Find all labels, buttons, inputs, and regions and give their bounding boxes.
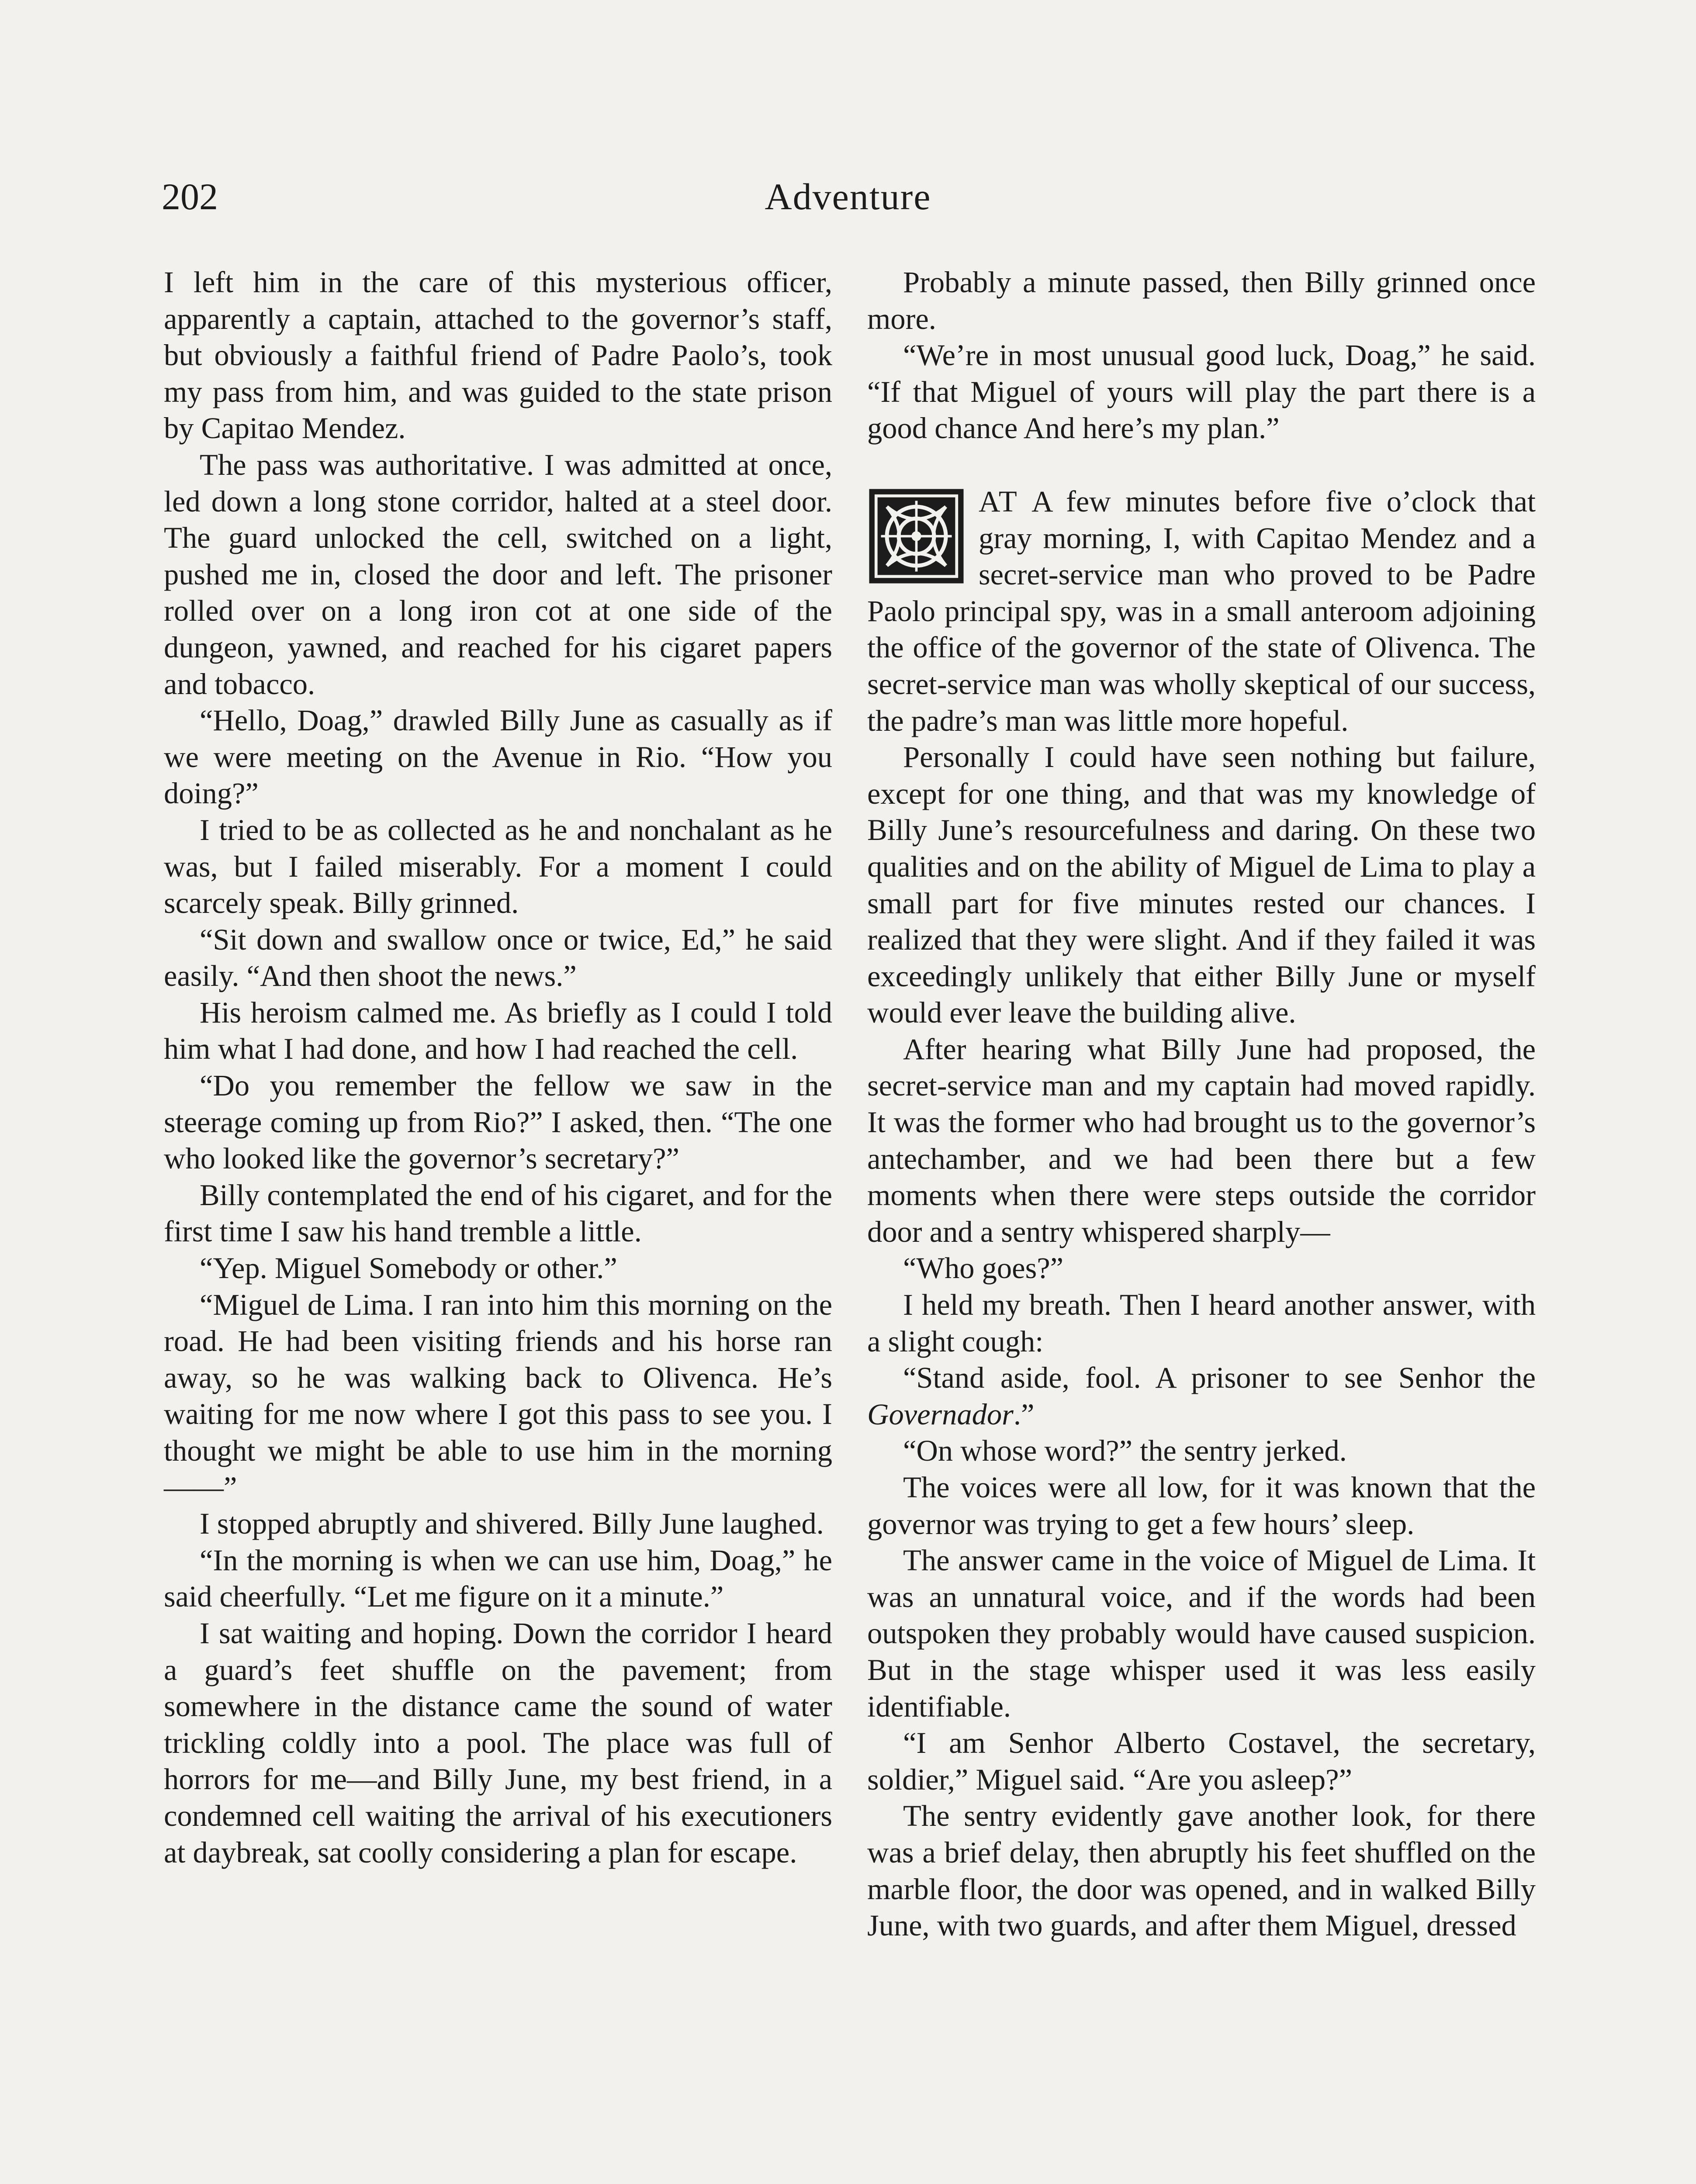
paragraph: “We’re in most unusual good luck, Doag,” he said. “If that Miguel of yours will play the part there is a good chance And here’s my plan.”	[867, 339, 1536, 445]
right-column	[867, 264, 1536, 1944]
paragraph: Billy contemplated the end of his cigaret, and for the first time I saw his hand tremble a little.	[164, 1178, 832, 1248]
paragraph: I stopped abruptly and shivered. Billy June laughed.	[200, 1507, 824, 1541]
paragraph: “Hello, Doag,” drawled Billy June as casually as if we were meeting on the Avenue in Rio. “How you doing?”	[164, 704, 832, 810]
paragraph: The sentry evidently gave another look, for there was a brief delay, then abruptly his feet shuffled on the marble floor, the door was opened, and in walked Billy June, with two guards, and after them Miguel, dressed	[867, 1799, 1536, 1942]
paragraph: I held my breath. Then I heard another answer, with a slight cough:	[867, 1288, 1536, 1358]
paragraph: After hearing what Billy June had proposed, the secret-service man and my captain had moved rapidly. It was the former who had brought us to the governor’s antechamber, and we had been there but a few moments when there were steps outside the corridor door and a sentry whispered sharply—	[867, 1032, 1536, 1248]
left-column	[164, 264, 832, 1871]
paragraph: “Do you remember the fellow we saw in the steerage coming up from Rio?” I asked, then. “The one who looked like the governor’s secretary?”	[164, 1069, 832, 1175]
paragraph: “In the morning is when we can use him, Doag,” he said cheerfully. “Let me figure on it a minute.”	[164, 1543, 832, 1614]
paragraph: I sat waiting and hoping. Down the corridor I heard a guard’s feet shuffle on the pavement; from somewhere in the distance came the sound of water trickling coldly into a pool. The place was full of horrors for me—and Billy June, my best friend, in a condemned cell waiting the arrival of his executioners at daybreak, sat coolly considering a plan for escape.	[164, 1616, 832, 1869]
paragraph: The pass was authoritative. I was admitted at once, led down a long stone corridor, halted at a steel door. The guard unlocked the cell, switched on a light, pushed me in, closed the door and left. The prisoner rolled over on a long iron cot at one side of the dungeon, yawned, and reached for his cigaret papers and tobacco.	[164, 448, 832, 701]
paragraph	[867, 1360, 1536, 1433]
paragraph: “Miguel de Lima. I ran into him this morning on the road. He had been visiting friends and his horse ran away, so he was walking back to Olivenca. He’s waiting for me now where I got this pass to see you. I thought we might be able to use him in the morning——”	[164, 1288, 832, 1504]
paragraph: “I am Senhor Alberto Costavel, the secretary, soldier,” Miguel said. “Are you asleep?”	[867, 1726, 1536, 1796]
paragraph: “Sit down and swallow once or twice, Ed,” he said easily. “And then shoot the news.”	[164, 923, 832, 993]
section-opening-paragraph	[867, 484, 1536, 739]
paragraph: “Yep. Miguel Somebody or other.”	[200, 1251, 617, 1285]
paragraph: I left him in the care of this mysterious officer, apparently a captain, attached to the governor’s staff, but obviously a faithful friend of Padre Paolo’s, took my pass from him, and was guided to the state prison by Capitao Mendez.	[164, 266, 832, 445]
paragraph: His heroism calmed me. As briefly as I could I told him what I had done, and how I had reached the cell.	[164, 995, 832, 1066]
paragraph: “On whose word?” the sentry jerked.	[903, 1434, 1347, 1468]
paragraph: Personally I could have seen nothing but failure, except for one thing, and that was my knowledge of Billy June’s resourcefulness and daring. On these two qualities and on the ability of Miguel de Lima to play a small part for five minutes rested our chances. I realized that they were slight. And if they failed it was exceedingly unlikely that either Billy June or myself would ever leave the building alive.	[867, 740, 1536, 1030]
magazine-title: Adventure	[765, 176, 931, 218]
paragraph: Probably a minute passed, then Billy grinned once more.	[867, 266, 1536, 335]
paragraph: I tried to be as collected as he and nonchalant as he was, but I failed miserably. For a moment I could scarcely speak. Billy grinned.	[164, 813, 832, 920]
paragraph: The answer came in the voice of Miguel de Lima. It was an unnatural voice, and if the words had been outspoken they probably would have caused suspicion. But in the stage whisper used it was less easily identifiable.	[867, 1544, 1536, 1723]
dialogue-text: “Stand aside, fool. A prisoner to see Senhor the	[903, 1361, 1536, 1395]
section-opening-text: A few minutes before five o’clock that gray morning, I, with Capitao Mendez and a secret-service man who proved to be Padre Paolo principal spy, was in a small anteroom adjoining the office of the governor of the state of Olivenca. The secret-service man was wholly skeptical of our success, the padre’s man was little more hopeful.	[867, 484, 1536, 737]
paragraph: “Who goes?”	[903, 1251, 1064, 1285]
page-number: 202	[162, 176, 218, 218]
dialogue-text: .”	[1013, 1397, 1035, 1431]
italic-word: Governador	[867, 1397, 1014, 1431]
running-header	[0, 173, 1696, 221]
section-lead-word: AT	[979, 484, 1019, 518]
paragraph: The voices were all low, for it was known that the governor was trying to get a few hours’ sleep.	[867, 1471, 1536, 1541]
celtic-knot-dropcap-icon	[867, 487, 966, 585]
